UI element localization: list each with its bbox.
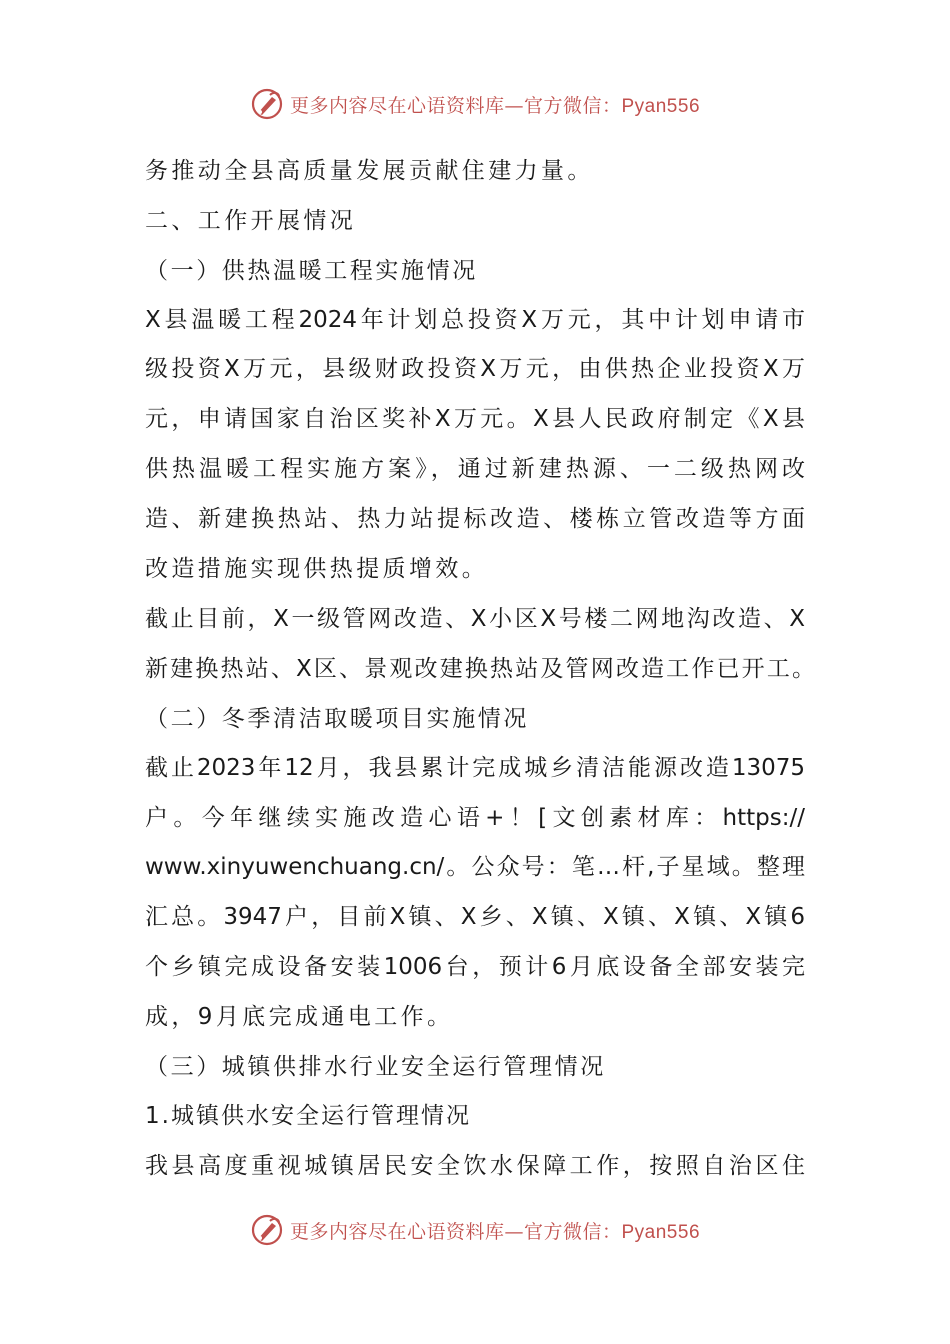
body-line: 务推动全县高质量发展贡献住建力量。	[145, 158, 594, 184]
header-wechat-handle: Pyan556	[621, 95, 701, 117]
body-line: X县温暖工程2024年计划总投资X万元，其中计划申请市	[145, 307, 805, 333]
footer-banner-text: 更多内容尽在心语资料库—官方微信：Pyan556	[289, 1220, 701, 1243]
footer-wechat-handle: Pyan556	[621, 1221, 701, 1243]
subsection-heading: （三）城镇供排水行业安全运行管理情况	[145, 1054, 606, 1080]
body-line: 截止目前，X一级管网改造、X小区X号楼二网地沟改造、X	[145, 606, 805, 632]
body-line: 造、新建换热站、热力站提标改造、楼栋立管改造等方面	[145, 506, 805, 532]
pen-nib-circle-logo-icon	[250, 87, 284, 121]
body-line: 级投资X万元，县级财政投资X万元，由供热企业投资X万	[145, 356, 805, 382]
body-line: 户。今年继续实施改造心语+！[文创素材库：https://	[145, 805, 805, 831]
item-heading: 1.城镇供水安全运行管理情况	[145, 1103, 471, 1129]
body-line: 我县高度重视城镇居民安全饮水保障工作，按照自治区住	[145, 1153, 805, 1179]
body-line: 元，申请国家自治区奖补X万元。X县人民政府制定《X县	[145, 406, 805, 432]
body-line: 成，9月底完成通电工作。	[145, 1004, 454, 1030]
body-line: www.xinyuwenchuang.cn/。公众号：笔…杆,子星域。整理	[145, 854, 805, 880]
subsection-heading: （一）供热温暖工程实施情况	[145, 258, 478, 284]
body-line: 改造措施实现供热提质增效。	[145, 556, 489, 582]
body-line: 个乡镇完成设备安装1006台，预计6月底设备全部安装完	[145, 954, 805, 980]
footer-banner	[0, 1210, 950, 1250]
header-banner-text: 更多内容尽在心语资料库—官方微信：Pyan556	[289, 94, 701, 117]
body-line: 供热温暖工程实施方案》，通过新建热源、一二级热网改	[145, 456, 805, 482]
body-line: 截止2023年12月，我县累计完成城乡清洁能源改造13075	[145, 755, 805, 781]
pen-nib-circle-logo-icon	[250, 1213, 284, 1247]
body-line: 汇总。3947户，目前X镇、X乡、X镇、X镇、X镇、X镇6	[145, 904, 805, 930]
section-heading: 二、工作开展情况	[145, 208, 357, 234]
body-line: 新建换热站、X区、景观改建换热站及管网改造工作已开工。	[145, 656, 815, 682]
subsection-heading: （二）冬季清洁取暖项目实施情况	[145, 706, 529, 732]
header-banner	[0, 84, 950, 124]
